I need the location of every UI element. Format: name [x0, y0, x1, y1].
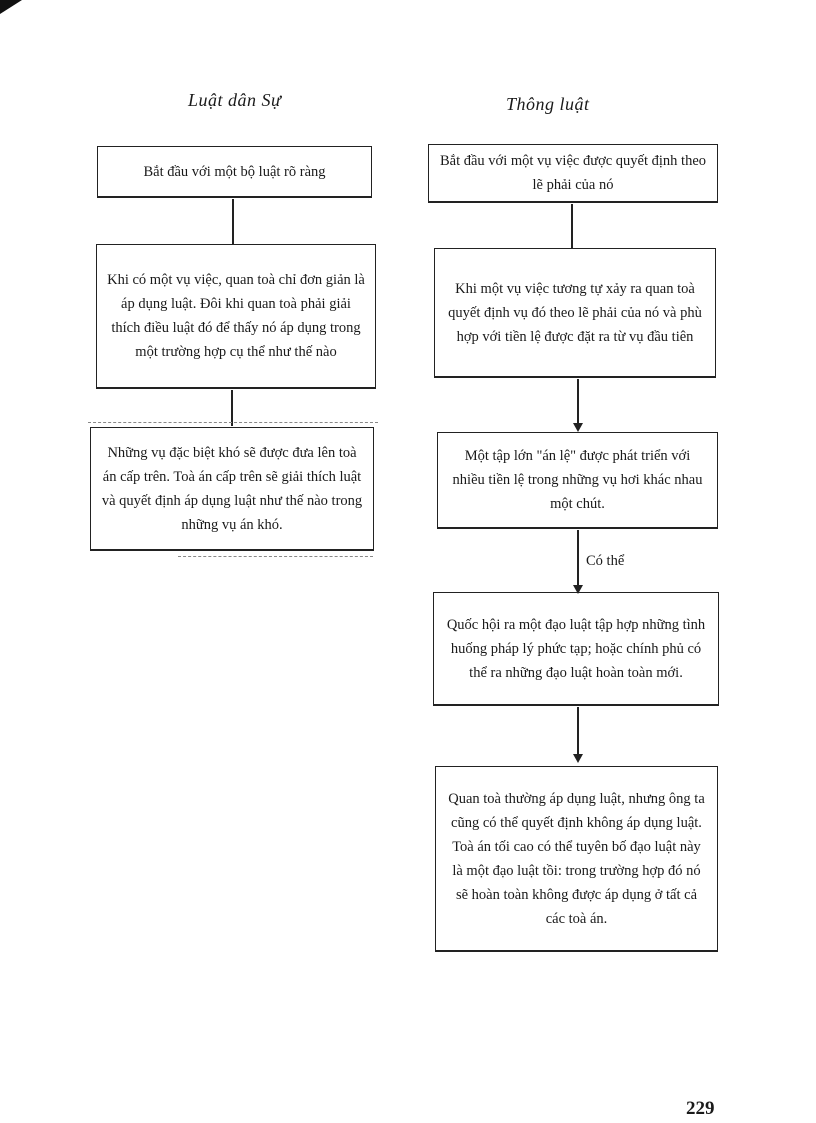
left-box-2	[96, 244, 376, 389]
left-box-3-text: Những vụ đặc biệt khó sẽ được đưa lên toà án cấp trên. Toà án cấp trên sẽ giải thích luật và quyết định áp dụng luật như thế nào trong những vụ án khó.	[101, 444, 363, 533]
right-box-3-text: Một tập lớn "án lệ" được phát triển với nhiều tiền lệ trong những vụ hơi khác nhau một chút.	[452, 448, 703, 512]
right-edge-label: Có thể	[586, 553, 625, 569]
left-connector-2	[231, 390, 233, 426]
left-box-1-text: Bắt đầu với một bộ luật rõ ràng	[143, 163, 326, 180]
left-box-1	[97, 146, 372, 198]
page-number: 229	[686, 1098, 715, 1119]
right-column-title: Thông luật	[506, 94, 590, 114]
page-corner-mark	[0, 0, 22, 14]
left-column-title: Luật dân Sự	[188, 90, 282, 110]
right-connector-4	[577, 707, 579, 757]
right-box-5	[435, 766, 718, 952]
right-arrowhead-2	[573, 423, 583, 432]
right-box-3	[437, 432, 718, 529]
right-connector-2	[577, 379, 579, 426]
right-box-2	[434, 248, 716, 378]
right-box-4	[433, 592, 719, 706]
right-box-1	[428, 144, 718, 203]
right-box-1-text: Bắt đầu với một vụ việc được quyết định theo lẽ phải của nó	[439, 153, 707, 193]
right-connector-3	[577, 530, 579, 588]
left-connector-1	[232, 199, 234, 244]
right-box-2-text: Khi một vụ việc tương tự xảy ra quan toà quyết định vụ đó theo lẽ phải của nó và phù hợp với tiền lệ được đặt ra từ vụ đầu tiên	[448, 280, 702, 345]
right-box-4-text: Quốc hội ra một đạo luật tập hợp những tình huống pháp lý phức tạp; hoặc chính phủ có thể ra những đạo luật hoàn toàn mới.	[446, 616, 706, 681]
left-box-3	[90, 427, 374, 551]
left-box-2-text: Khi có một vụ việc, quan toà chỉ đơn giản là áp dụng luật. Đôi khi quan toà phải giải thích điều luật đó để thấy nó áp dụng trong một trường hợp cụ thể như thế nào	[107, 272, 365, 360]
left-box-3-bottom-dashes	[178, 556, 373, 557]
right-connector-1	[571, 204, 573, 248]
right-box-5-text: Quan toà thường áp dụng luật, nhưng ông ta cũng có thể quyết định không áp dụng luật. Toà án tối cao có thể tuyên bố đạo luật này là một đạo luật tồi: trong trường hợp đó nó sẽ hoàn toàn không được áp dụng ở tất cả các toà án.	[448, 790, 705, 927]
left-box-3-top-dashes	[88, 422, 378, 423]
right-arrowhead-4	[573, 754, 583, 763]
